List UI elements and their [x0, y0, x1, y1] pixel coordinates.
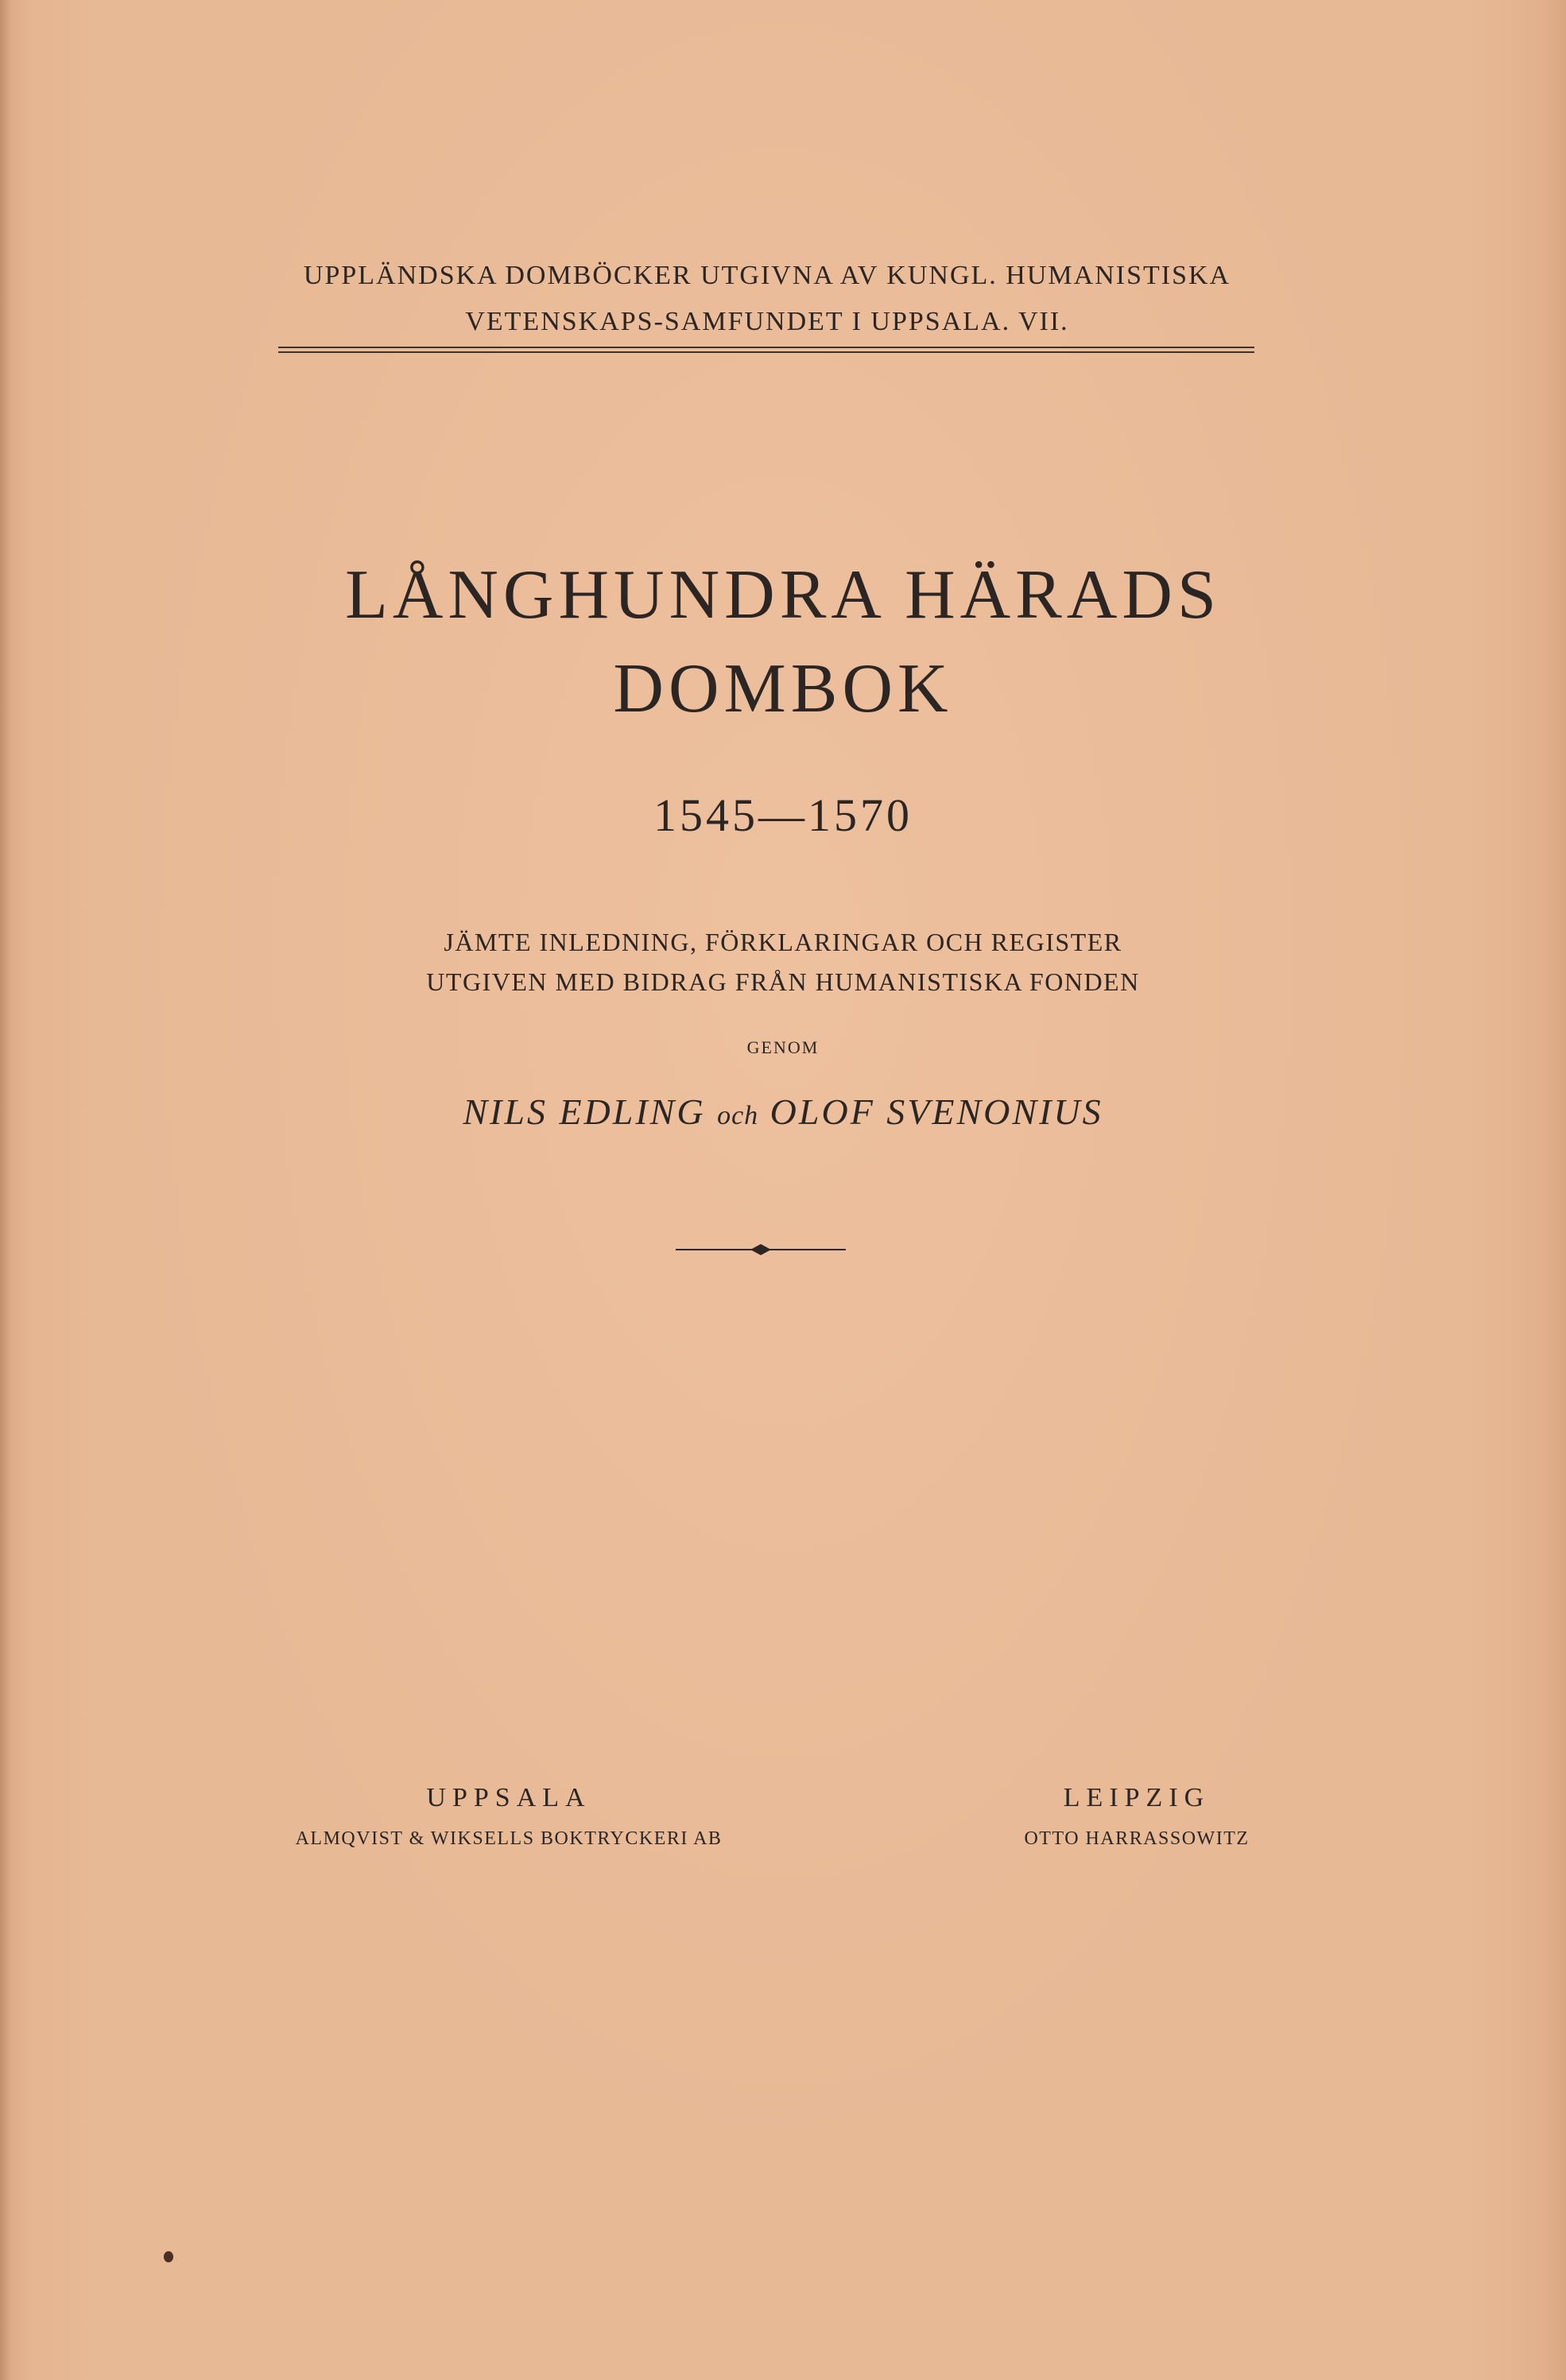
author-second: OLOF SVENONIUS	[769, 1091, 1103, 1132]
series-line-1: UPPLÄNDSKA DOMBÖCKER UTGIVNA AV KUNGL. HUMANISTISKA	[303, 261, 1231, 290]
authors	[238, 1091, 1328, 1133]
author-conjunction: och	[717, 1101, 759, 1130]
author-first: NILS EDLING	[463, 1091, 706, 1132]
main-title	[159, 548, 1407, 736]
imprint-city-leipzig: LEIPZIG	[1063, 1783, 1211, 1812]
imprint-publisher-uppsala: ALMQVIST & WIKSELLS BOKTRYCKERI AB	[295, 1828, 723, 1849]
series-line-2: VETENSKAPS-SAMFUNDET I UPPSALA. VII.	[465, 307, 1069, 336]
subtitle	[238, 922, 1328, 1002]
subtitle-line-2: UTGIVEN MED BIDRAG FRÅN HUMANISTISKA FONDEN	[426, 967, 1140, 996]
imprint-city-uppsala: UPPSALA	[426, 1783, 591, 1812]
year-range: 1545—1570	[653, 789, 913, 841]
series-heading	[278, 253, 1256, 345]
diamond-rule-ornament-icon	[676, 1240, 846, 1259]
main-title-line-2: DOMBOK	[613, 650, 953, 727]
double-rule-divider	[278, 347, 1254, 353]
imprint-leipzig	[970, 1779, 1304, 1850]
subtitle-line-1: JÄMTE INLEDNING, FÖRKLARINGAR OCH REGISTER	[444, 928, 1122, 956]
imprint-publisher-leipzig: OTTO HARRASSOWITZ	[1024, 1828, 1250, 1849]
cover-edge-shadow	[0, 0, 11, 2380]
imprint-uppsala	[262, 1779, 755, 1850]
genom-label: GENOM	[746, 1037, 820, 1057]
paper-spot	[164, 2251, 173, 2262]
main-title-line-1: LÅNGHUNDRA HÄRADS	[345, 556, 1221, 634]
